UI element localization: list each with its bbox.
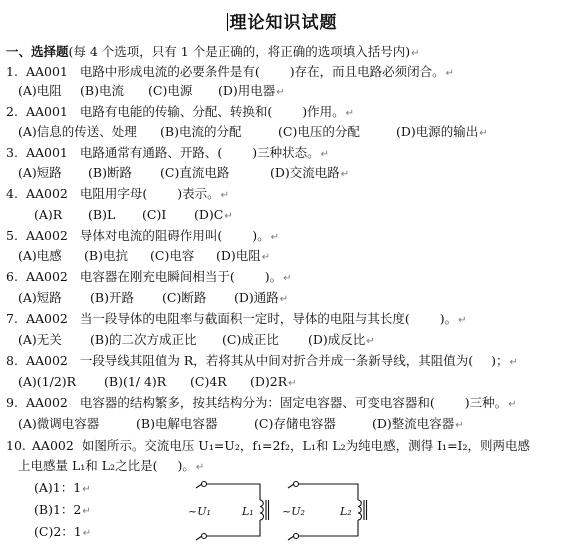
question-10-line2: 上电感量 L₁和 L₂之比是( )。↵ <box>18 458 205 473</box>
question-3-options: (A)短路 (B)断路 (C)直流电路 (D)交流电路↵ <box>18 165 350 180</box>
question-6-options: (A)短路 (B)开路 (C)断路 (D)通路↵ <box>18 290 289 305</box>
option-d: (D)整流电容器 <box>372 416 455 431</box>
section-header: 一、选择题(每 4 个选项，只有 1 个是正确的，将正确的选项填入括号内)↵ <box>6 44 420 59</box>
inductor-l1-label: L₁ <box>242 505 254 518</box>
source-u2-label: ~U₂ <box>282 505 305 518</box>
option-d: (D)电阻 <box>216 248 261 263</box>
option-d: (D)成反比 <box>308 332 366 347</box>
question-6: 6. AA002 电容器在刚充电瞬间相当于( )。↵ <box>6 269 292 284</box>
inductor-l2-coil <box>358 500 362 520</box>
option-a: (A)电感 <box>18 248 62 263</box>
source-u1-label: ~U₁ <box>188 505 211 518</box>
option-d: (D)C <box>194 207 224 222</box>
option-c: (C)4R <box>190 374 227 389</box>
option-c: (C)断路 <box>162 290 207 305</box>
option-a: (A)微调电容器 <box>18 416 100 431</box>
option-d: (D)通路 <box>234 290 279 305</box>
question-2-options: (A)信息的传送、处理 (B)电流的分配 (C)电压的分配 (D)电源的输出↵ <box>18 124 488 139</box>
option-b: (B)电抗 <box>84 248 128 263</box>
question-10-option-c: (C)2：1↵ <box>34 524 92 539</box>
option-c: (C)存储电容器 <box>254 416 336 431</box>
option-a: (A)短路 <box>18 290 62 305</box>
option-c: (C)直流电路 <box>160 165 230 180</box>
circuit-diagram <box>188 478 378 542</box>
option-a: (A)(1/2)R <box>18 374 77 389</box>
question-1: 1. AA001 电路中形成电流的必要条件是有( )存在，而且电路必须闭合。↵ <box>6 64 455 79</box>
question-10-option-b: (B)1：2↵ <box>34 502 91 517</box>
terminal-top-right <box>294 482 299 487</box>
option-d: (D)交流电路 <box>270 165 340 180</box>
option-b: (B)(1/ 4)R <box>104 374 167 389</box>
inductor-l2-label: L₂ <box>340 505 352 518</box>
question-4-options: (A)R (B)L (C)I (D)C↵ <box>34 207 233 222</box>
option-b: (B)L <box>88 207 116 222</box>
option-c: (C)电源 <box>148 83 193 98</box>
question-10: 10. AA002 如图所示。交流电压 U₁=U₂，f₁=2f₂，L₁和 L₂为纯电感，测得 I₁=I₂，则两电感 <box>6 438 530 453</box>
option-b: (B)断路 <box>88 165 132 180</box>
option-b: (B)电解电容器 <box>136 416 218 431</box>
terminal-bottom-right <box>294 534 299 539</box>
question-8-options: (A)(1/2)R (B)(1/ 4)R (C)4R (D)2R↵ <box>18 374 297 389</box>
question-4: 4. AA002 电阻用字母( )表示。↵ <box>6 186 230 201</box>
question-9-options: (A)微调电容器 (B)电解电容器 (C)存储电容器 (D)整流电容器↵ <box>18 416 464 431</box>
question-7-options: (A)无关 (B)的二次方成正比 (C)成正比 (D)成反比↵ <box>18 332 375 347</box>
page-title: 理论知识试题 <box>0 8 564 33</box>
question-10-option-a: (A)1：1↵ <box>34 480 91 495</box>
terminal-top-left <box>202 482 207 487</box>
terminal-bottom-left <box>202 534 207 539</box>
option-a: (A)短路 <box>18 165 62 180</box>
option-a: (A)电阻 <box>18 83 62 98</box>
option-a: (A)R <box>34 207 63 222</box>
option-a: (A)信息的传送、处理 <box>18 124 137 139</box>
option-a: (A)无关 <box>18 332 62 347</box>
option-b: (B)电流的分配 <box>160 124 242 139</box>
option-c: (C)电压的分配 <box>278 124 360 139</box>
option-d: (D)2R <box>250 374 288 389</box>
question-2: 2. AA001 电路有电能的传输、分配、转换和( )作用。↵ <box>6 104 355 119</box>
question-5-options: (A)电感 (B)电抗 (C)电容 (D)电阻↵ <box>18 248 271 263</box>
option-c: (C)I <box>142 207 167 222</box>
question-1-options: (A)电阻 (B)电流 (C)电源 (D)用电器↵ <box>18 83 285 98</box>
inductor-l1-coil <box>260 500 264 520</box>
option-b: (B)开路 <box>90 290 134 305</box>
option-c: (C)成正比 <box>222 332 279 347</box>
option-d: (D)电源的输出 <box>396 124 479 139</box>
question-5: 5. AA002 导体对电流的阻碍作用叫( )。↵ <box>6 228 280 243</box>
option-d: (D)用电器 <box>218 83 276 98</box>
question-8: 8. AA002 一段导线其阻值为 R，若将其从中间对折合并成一条新导线，其阻值为( )；↵ <box>6 353 518 368</box>
option-c: (C)电容 <box>150 248 195 263</box>
question-3: 3. AA001 电路通常有通路、开路、( )三种状态。↵ <box>6 145 330 160</box>
option-b: (B)的二次方成正比 <box>90 332 197 347</box>
question-9: 9. AA002 电容器的结构繁多，按其结构分为：固定电容器、可变电容器和( )三种。↵ <box>6 395 517 410</box>
question-7: 7. AA002 当一段导体的电阻率与截面积一定时，导体的电阻与其长度( )。↵ <box>6 311 467 326</box>
option-b: (B)电流 <box>80 83 124 98</box>
